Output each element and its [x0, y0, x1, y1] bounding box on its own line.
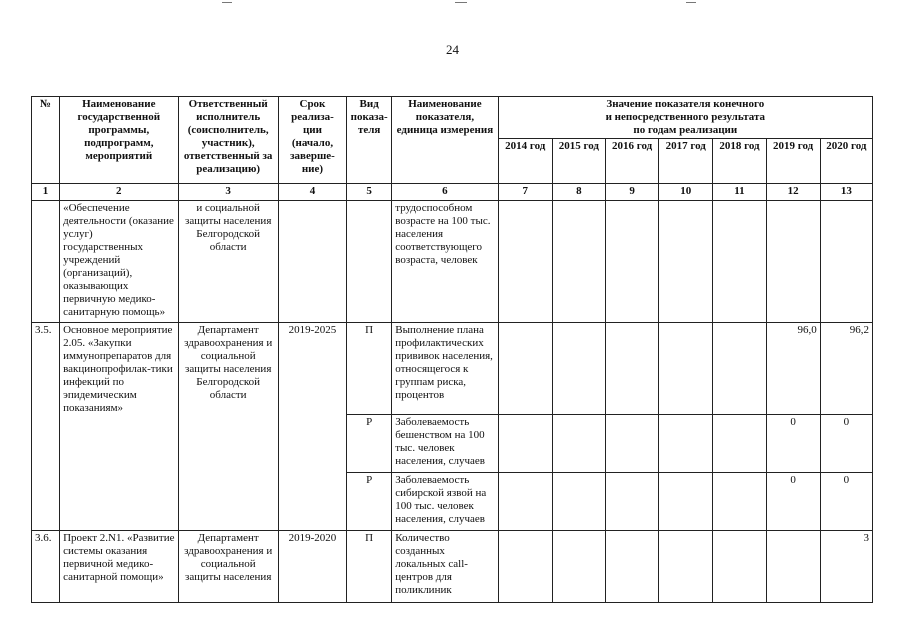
header-year: 2019 год: [766, 139, 820, 184]
column-number: 5: [347, 184, 392, 201]
term: 2019-2025: [278, 323, 346, 531]
column-number: 12: [766, 184, 820, 201]
page-number: 24: [446, 42, 459, 57]
program-name: Основное мероприятие 2.05. «Закупки иммунопрепаратов для вакцинопрофилак-тики инфекций по эпидемическим показаниям»: [60, 323, 178, 531]
indicator-name: Количество созданных локальных call-центров для поликлиник: [392, 531, 498, 603]
value-2020: 3: [820, 531, 872, 603]
table-row: [32, 531, 873, 603]
column-number: 7: [498, 184, 552, 201]
indicator-name: Заболеваемость сибирской язвой на 100 тыс. человек населения, случаев: [392, 473, 498, 531]
row-number: 3.6.: [32, 531, 60, 603]
indicators-table: [31, 96, 873, 603]
indicator-name: Заболеваемость бешенством на 100 тыс. человек населения, случаев: [392, 415, 498, 473]
header-executor: Ответственный исполнитель (соисполнитель, участник), ответственный за реализацию): [178, 97, 278, 184]
header-year: 2015 год: [552, 139, 605, 184]
column-number: 6: [392, 184, 498, 201]
value-2020: 0: [820, 473, 872, 531]
indicator-type: Р: [347, 473, 392, 531]
table-row: [32, 201, 873, 323]
table-row: [32, 323, 873, 415]
program-name: «Обеспечение деятельности (оказание услуг) государственных учреждений (организаций), оказывающих первичную медико-санитарную помощь»: [60, 201, 178, 323]
indicator-type: П: [347, 531, 392, 603]
indicator-type: П: [347, 323, 392, 415]
header-year: 2020 год: [820, 139, 872, 184]
value-2019: 0: [766, 415, 820, 473]
header-indicator-type: Вид показа-теля: [347, 97, 392, 184]
column-number: 11: [713, 184, 766, 201]
executor: Департамент здравоохранения и социальной защиты населения: [178, 531, 278, 603]
column-number: 3: [178, 184, 278, 201]
term: 2019-2020: [278, 531, 346, 603]
column-number: 4: [278, 184, 346, 201]
executor: и социальной защиты населения Белгородской области: [178, 201, 278, 323]
header-no: №: [32, 97, 60, 184]
header-program-name: Наименование государственной программы, подпрограмм, мероприятий: [60, 97, 178, 184]
header-year: 2016 год: [605, 139, 658, 184]
value-2020: 96,2: [820, 323, 872, 415]
header-year: 2014 год: [498, 139, 552, 184]
column-number-row: [32, 184, 873, 201]
value-2019: 96,0: [766, 323, 820, 415]
value-2019: 0: [766, 473, 820, 531]
column-number: 9: [605, 184, 658, 201]
indicator-name: Выполнение плана профилактических прививок населения, относящегося к группам риска, процентов: [392, 323, 498, 415]
header-term: Срок реализа-ции (начало, заверше-ние): [278, 97, 346, 184]
header-indicator-name: Наименование показателя, единица измерения: [392, 97, 498, 184]
column-number: 8: [552, 184, 605, 201]
indicator-name: трудоспособном возрасте на 100 тыс. населения соответствующего возраста, человек: [392, 201, 498, 323]
column-number: 13: [820, 184, 872, 201]
header-year: 2018 год: [713, 139, 766, 184]
row-number: 3.5.: [32, 323, 60, 531]
column-number: 1: [32, 184, 60, 201]
program-name: Проект 2.N1. «Развитие системы оказания первичной медико-санитарной помощи»: [60, 531, 178, 603]
indicator-type: Р: [347, 415, 392, 473]
executor: Департамент здравоохранения и социальной защиты населения Белгородской области: [178, 323, 278, 531]
column-number: 10: [659, 184, 713, 201]
header-year: 2017 год: [659, 139, 713, 184]
header-values: Значение показателя конечного и непосредственного результата по годам реализации: [498, 97, 872, 139]
value-2020: 0: [820, 415, 872, 473]
column-number: 2: [60, 184, 178, 201]
scan-artifacts: [0, 2, 905, 10]
